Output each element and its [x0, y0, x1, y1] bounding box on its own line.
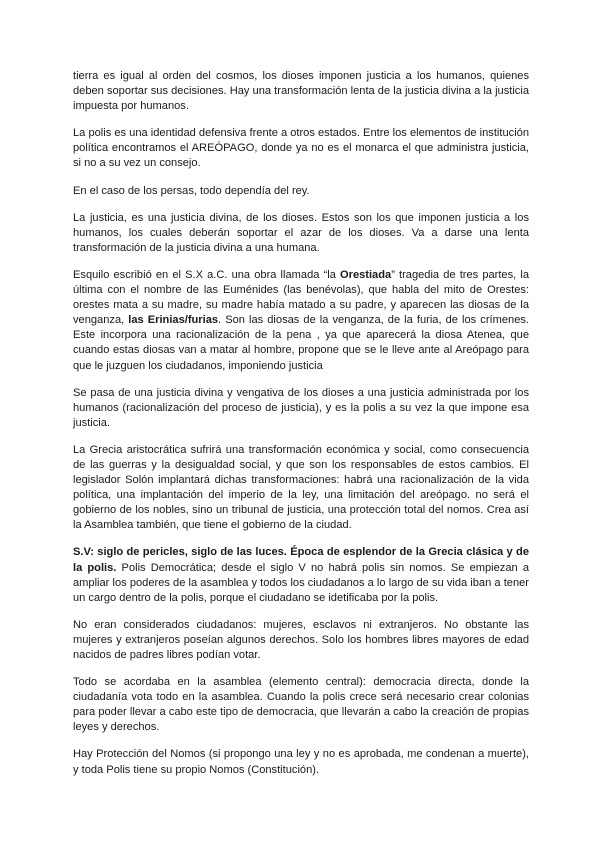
esquilo-text-a: Esquilo escribió en el S.X a.C. una obra llamada “la — [73, 268, 340, 281]
paragraph-persas: En el caso de los persas, todo dependía del rey. — [73, 184, 310, 197]
paragraph-asamblea: Todo se acordaba en la asamblea (elemento central): democracia directa, donde la ciudadanía vota todo en la asamblea. Cuando la polis crece será necesario crear colonias para poder llevar a cabo este tipo de democracia, que llevarán a cabo la creación de propias leyes y derechos. — [73, 676, 529, 734]
paragraph-siglo-pericles — [73, 545, 529, 605]
erinias-bold: las Erinias/furias — [128, 314, 219, 327]
esquilo-text-e: . Son las diosas de la venganza, de la furia, de los crímenes. Este incorpora una racionalización de la pena , ya que aparecerá la diosa Atenea, que cuando estas diosas van a matar al hombre, propone que se le lleve ante al Areópago para que le juzguen los ciudadanos, imponiendo justicia — [73, 314, 529, 372]
paragraph-grecia-aristocratica: La Grecia aristocrática sufrirá una transformación económica y social, como consecuencia de las guerras y la desigualdad social, y que son los responsables de estos cambios. El legislador Solón implantará dichas transformaciones: habrá una racionalización de la vida política, una implantación del imperio de la ley, una limitación del areópago. no será el gobierno de los nobles, sino un tribunal de justicia, una protección total del nomos. Crea así la Asamblea también, que tiene el gobierno de la ciudad. — [73, 443, 529, 532]
siglo-pericles-heading: S.V: siglo de pericles, siglo de las luces. Época de esplendor de la Grecia clásica y de la polis. — [73, 546, 529, 574]
paragraph-ciudadanos: No eran considerados ciudadanos: mujeres, esclavos ni extranjeros. No obstante las mujeres y extranjeros poseían algunos derechos. Solo los hombres libres mayores de edad nacidos de padres libres podían votar. — [73, 618, 529, 661]
paragraph-racionalizacion: Se pasa de una justicia divina y vengativa de los dioses a una justicia administrada por los humanos (racionalización del proceso de justicia), y es la polis a su vez la que impone esa justicia. — [73, 386, 529, 429]
paragraph-justicia-divina: La justicia, es una justicia divina, de los dioses. Estos son los que imponen justicia a los humanos, los cuales deberán soportar el azar de los dioses. Va a darse una lenta transformación de la justicia divina a una humana. — [73, 211, 529, 254]
paragraph-esquilo-orestiada — [73, 268, 529, 374]
paragraph-nomos: Hay Protección del Nomos (si propongo una ley y no es aprobada, me condenan a muerte), y toda Polis tiene su propio Nomos (Constitución). — [73, 748, 529, 776]
esquilo-text-c: ” tragedia de tres partes, la última con el nombre de las Euménides (las benévolas), que habla del mito de Orestes: orestes mata a su madre, su madre había matado a su padre, y aparecen las diosas de la venganza, — [73, 268, 529, 327]
siglo-pericles-text: Polis Democrática; desde el siglo V no habrá polis sin nomos. Se empiezan a ampliar los poderes de la asamblea y todos los ciudadanos a lo largo de su vida iban a tener un cargo dentro de la polis, porque el ciudadano se idetificaba por la polis. — [73, 561, 529, 604]
paragraph-divine-justice-intro: tierra es igual al orden del cosmos, los dioses imponen justicia a los humanos, quienes deben soportar sus decisiones. Hay una transformación lenta de la justicia divina a la justicia impuesta por humanos. — [73, 70, 529, 113]
paragraph-polis-areopago: La polis es una identidad defensiva frente a otros estados. Entre los elementos de institución política encontramos el AREÓPAGO, donde ya no es el monarca el que administra justicia, si no a su vez un consejo. — [73, 127, 529, 170]
document-page — [73, 69, 529, 790]
orestiada-bold: Orestiada — [340, 268, 392, 281]
